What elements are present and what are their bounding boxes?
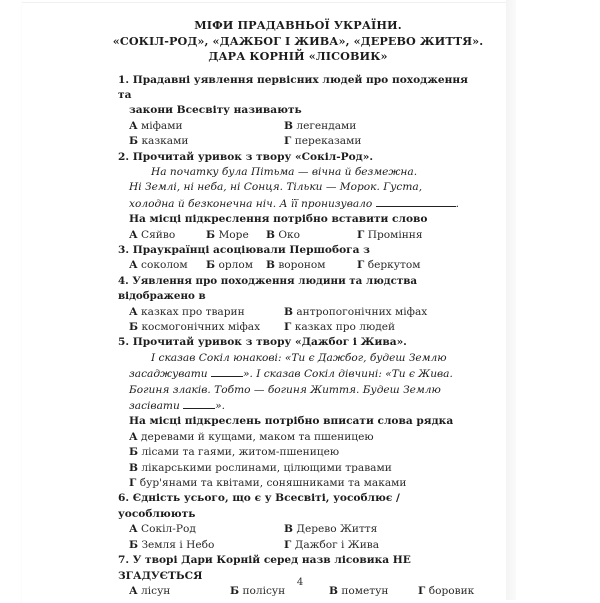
question-4 (118, 274, 478, 305)
page-spine-shadow (506, 0, 516, 600)
option-b[interactable]: Б Море (206, 228, 249, 241)
instruction-q5: На місці підкреслень потрібно вписати слова рядка (129, 415, 454, 428)
title-line: «СОКІЛ-РОД», «ДАЖБОГ І ЖИВА», «ДЕРЕВО ЖИТТЯ». (112, 33, 484, 48)
options-q6 (118, 522, 478, 553)
title-line: ДАРА КОРНІЙ «ЛІСОВИК» (208, 49, 388, 63)
option-g[interactable]: Г боровик (418, 584, 475, 597)
option-a[interactable]: А міфами (129, 119, 183, 132)
options-q4 (118, 305, 478, 336)
question-number: 4. (118, 274, 129, 287)
title-line: МІФИ ПРАДАВНЬОЇ УКРАЇНИ. (194, 18, 402, 32)
option-v[interactable]: В Око (266, 228, 301, 241)
question-text: Уявлення про походження людини та людства відображено в (118, 274, 418, 303)
option-a[interactable]: А лісун (129, 584, 171, 597)
question-text: Прочитай уривок з твору «Дажбог і Жива». (132, 336, 407, 349)
option-b[interactable]: Б лісами та гаями, житом-пшеницею (129, 446, 340, 459)
option-v[interactable]: В вороном (266, 259, 326, 272)
option-a[interactable]: А соколом (129, 259, 188, 272)
question-number: 7. (118, 554, 130, 567)
option-b[interactable]: Б полісун (230, 584, 286, 597)
option-v[interactable]: В антропогонічних міфах (284, 305, 428, 318)
option-a[interactable]: А Сяйво (129, 228, 176, 241)
option-a[interactable]: А казках про тварин (129, 305, 245, 318)
option-g[interactable]: Г бур'янами та квітами, соняшниками та маками (129, 477, 407, 490)
option-v[interactable]: В пометун (329, 584, 389, 597)
question-1 (118, 73, 478, 119)
answer-blank[interactable] (376, 196, 456, 207)
answer-blank[interactable] (183, 398, 215, 409)
option-v[interactable]: В лікарськими рослинами, цілющими травами (129, 461, 392, 474)
question-text-cont: закони Всесвіту називають (129, 104, 302, 117)
question-6 (118, 491, 478, 522)
question-text: Єдність усього, що є у Всесвіті, уособлює / уособлюють (118, 492, 400, 520)
option-g[interactable]: Г беркутом (357, 259, 421, 272)
question-2 (118, 150, 478, 165)
question-text: Прочитай уривок з твору «Сокіл-Род». (132, 150, 374, 163)
question-3 (118, 243, 478, 258)
passage-q2: На початку була Пітьма — вічна й безмежна. Ні Землі, ні неба, ні Сонця. Тільки — Морок. Густа, холодна й безконечна ніч. А її пронизувало . (129, 165, 460, 210)
option-v[interactable]: В легендами (284, 119, 357, 132)
option-a[interactable]: А Сокіл-Род (129, 523, 196, 536)
option-b[interactable]: Б Земля і Небо (129, 538, 215, 551)
options-q1 (118, 119, 478, 150)
option-b[interactable]: Б космогонічних міфах (129, 321, 261, 333)
option-a[interactable]: А деревами й кущами, маком та пшеницею (129, 430, 374, 443)
question-5 (118, 335, 478, 350)
question-number: 1. (118, 73, 130, 86)
question-text: Прадавні уявлення первісних людей про походження та (118, 73, 468, 101)
question-text: У творі Дари Корній серед назв лісовика НЕ ЗГАДУЄТЬСЯ (118, 554, 411, 582)
page-number: 4 (296, 577, 304, 588)
answer-blank[interactable] (211, 366, 243, 377)
question-number: 6. (118, 492, 130, 505)
option-b[interactable]: Б орлом (206, 259, 253, 272)
options-q2 (118, 228, 478, 243)
option-b[interactable]: Б казками (129, 135, 189, 148)
question-number: 2. (118, 150, 130, 163)
option-g[interactable]: Г переказами (284, 135, 362, 148)
option-g[interactable]: Г казках про людей (284, 321, 396, 333)
option-g[interactable]: Г Проміння (357, 228, 423, 241)
question-number: 3. (118, 243, 130, 256)
page-title (112, 18, 484, 65)
option-g[interactable]: Г Дажбог і Жива (284, 538, 380, 551)
question-text: Праукраїнці асоціювали Першобога з (132, 243, 370, 256)
page-content (112, 18, 484, 599)
question-number: 5. (118, 336, 130, 349)
instruction-q2: На місці підкреслення потрібно вставити слово (129, 213, 428, 226)
options-q5 (118, 430, 478, 492)
option-v[interactable]: В Дерево Життя (284, 523, 378, 536)
passage-q5: І сказав Сокіл юнакові: «Ти є Дажбог, будеш Землю засаджувати ». І сказав Сокіл дівчині: «Ти є Жива. Богиня злаків. Тобто — богиня Життя. Будеш Землю засівати ». (129, 351, 453, 413)
options-q3 (118, 258, 478, 273)
